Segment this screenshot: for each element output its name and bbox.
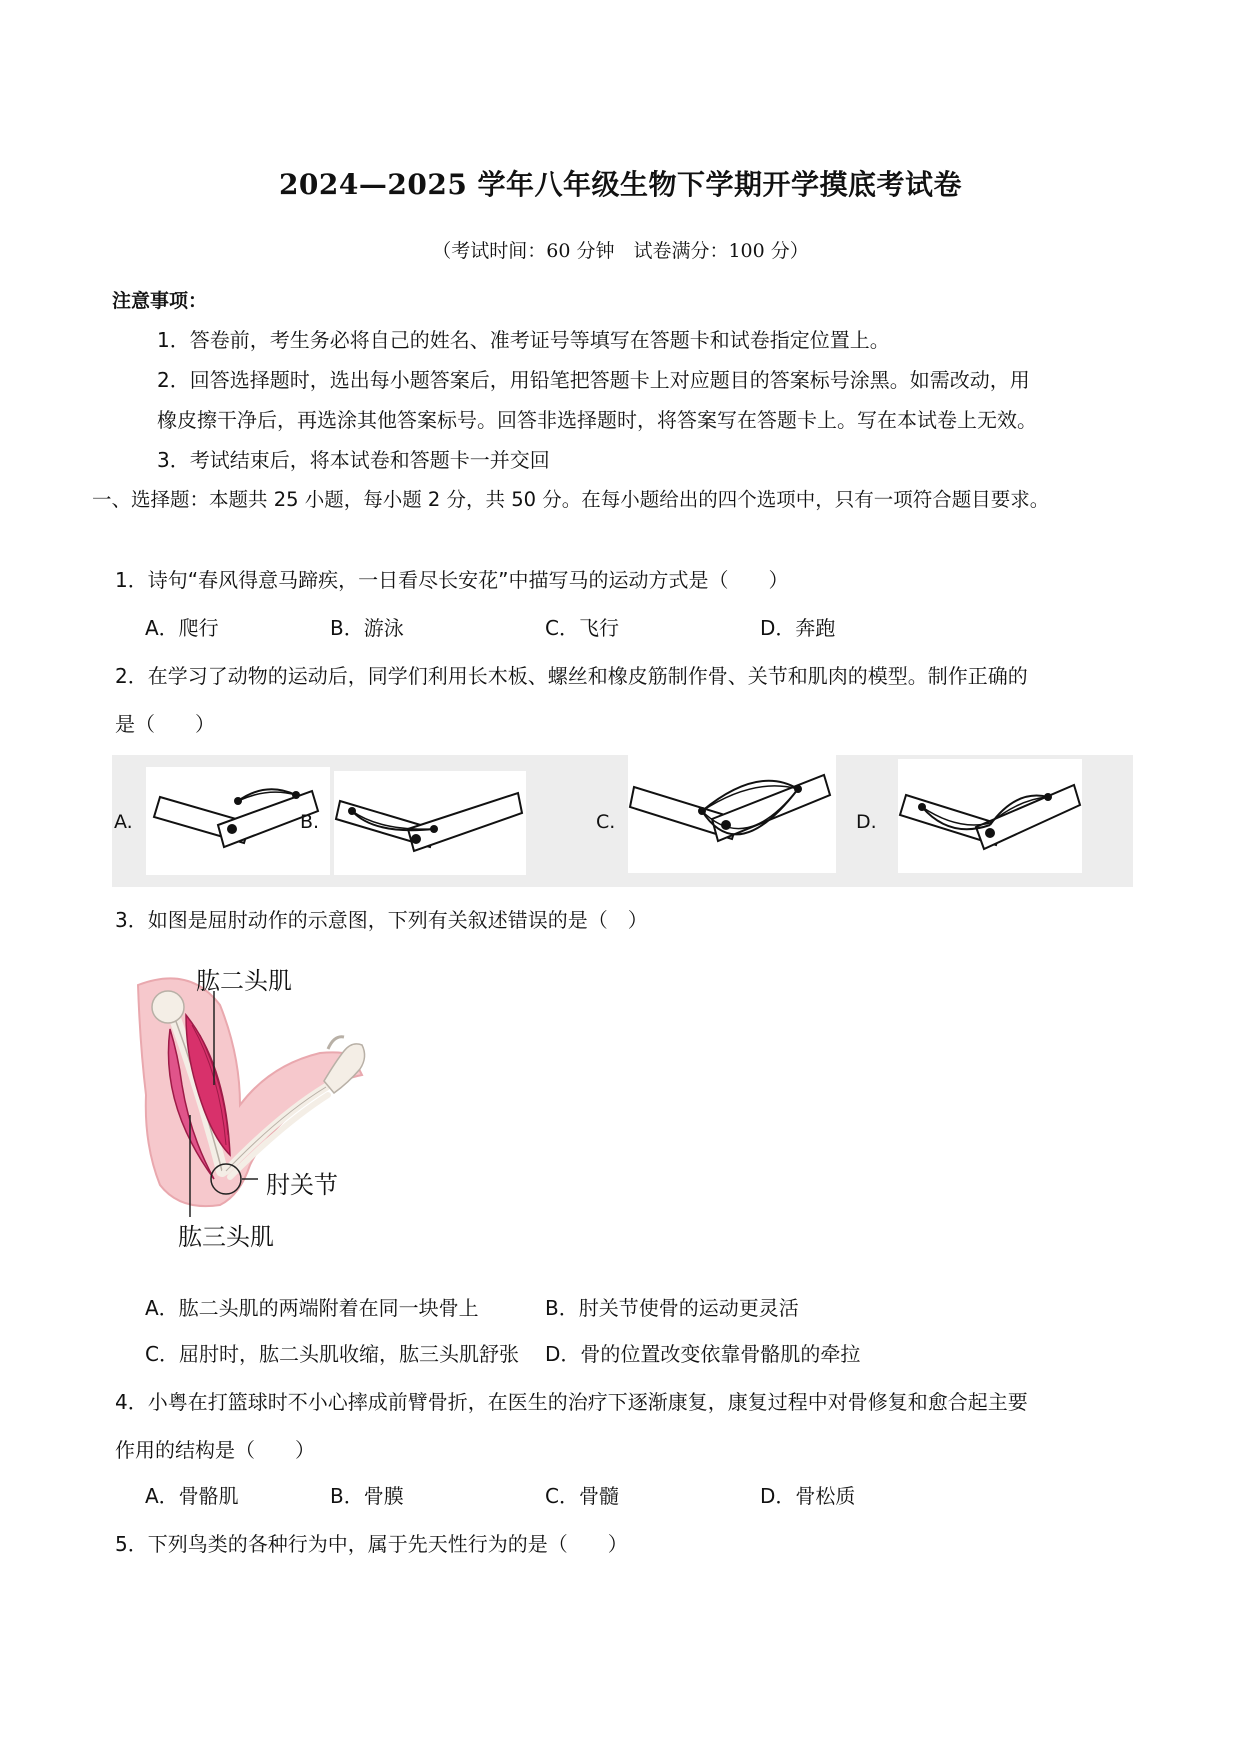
arm-illustration	[130, 965, 410, 1255]
question-1-stem: 1．诗句“春风得意马蹄疾，一日看尽长安花”中描写马的运动方式是（ ）	[115, 568, 789, 592]
q2-figure-label-c: C.	[596, 811, 616, 833]
q4-option-b: B．骨膜	[330, 1484, 404, 1508]
section-heading: 一、选择题：本题共 25 小题，每小题 2 分，共 50 分。在每小题给出的四个选项中，只有一项符合题目要求。	[92, 488, 1050, 511]
q3-elbow-flexion-figure	[130, 965, 410, 1255]
q1-option-d: D．奔跑	[760, 616, 836, 640]
notice-item-2: 2．回答选择题时，选出每小题答案后，用铅笔把答题卡上对应题目的答案标号涂黑。如需改动，用	[157, 368, 1030, 392]
page-title: 2024—2025 学年八年级生物下学期开学摸底考试卷	[278, 168, 963, 201]
notice-item-2-cont: 橡皮擦干净后，再选涂其他答案标号。回答非选择题时，将答案写在答题卡上。写在本试卷上无效。	[157, 408, 1037, 432]
question-2-stem: 2．在学习了动物的运动后，同学们利用长木板、螺丝和橡皮筋制作骨、关节和肌肉的模型。制作正确的	[115, 664, 1028, 688]
question-3-stem: 3．如图是屈肘动作的示意图，下列有关叙述错误的是（ ）	[115, 908, 648, 932]
bone-model-b-image	[334, 771, 526, 875]
q3-option-a: A．肱二头肌的两端附着在同一块骨上	[145, 1296, 479, 1320]
q2-figure-b	[334, 771, 526, 875]
question-5-stem: 5．下列鸟类的各种行为中，属于先天性行为的是（ ）	[115, 1532, 628, 1556]
q2-figure-d	[898, 759, 1082, 873]
q2-figure-c	[628, 755, 836, 873]
exam-info: （考试时间：60 分钟 试卷满分：100 分）	[432, 240, 809, 262]
q4-option-d: D．骨松质	[760, 1484, 856, 1508]
label-triceps: 肱三头肌	[178, 1223, 274, 1251]
q2-figure-strip	[112, 755, 1133, 887]
q3-option-c: C．屈肘时，肱二头肌收缩，肱三头肌舒张	[145, 1342, 519, 1366]
bone-model-d-image	[898, 759, 1082, 873]
question-4-stem-cont: 作用的结构是（ ）	[115, 1438, 315, 1462]
q2-figure-label-d: D.	[856, 811, 877, 833]
question-4-stem: 4．小粤在打篮球时不小心摔成前臂骨折，在医生的治疗下逐渐康复，康复过程中对骨修复和愈合起主要	[115, 1390, 1028, 1414]
label-biceps: 肱二头肌	[196, 967, 292, 995]
q1-option-b: B．游泳	[330, 616, 404, 640]
notice-item-3: 3．考试结束后，将本试卷和答题卡一并交回	[157, 448, 550, 472]
q2-figure-label-a: A.	[114, 811, 133, 833]
label-elbow-joint: 肘关节	[266, 1171, 338, 1199]
notice-item-1: 1．答卷前，考生务必将自己的姓名、准考证号等填写在答题卡和试卷指定位置上。	[157, 328, 890, 352]
question-2-stem-cont: 是（ ）	[115, 712, 215, 736]
q2-figure-label-b: B.	[300, 811, 320, 833]
q4-option-a: A．骨骼肌	[145, 1484, 239, 1508]
q1-option-a: A．爬行	[145, 616, 219, 640]
q3-option-d: D．骨的位置改变依靠骨骼肌的牵拉	[545, 1342, 861, 1366]
q1-option-c: C．飞行	[545, 616, 619, 640]
notice-heading: 注意事项：	[112, 290, 208, 312]
q3-option-b: B．肘关节使骨的运动更灵活	[545, 1296, 799, 1320]
q4-option-c: C．骨髓	[545, 1484, 619, 1508]
bone-model-c-image	[628, 755, 836, 873]
